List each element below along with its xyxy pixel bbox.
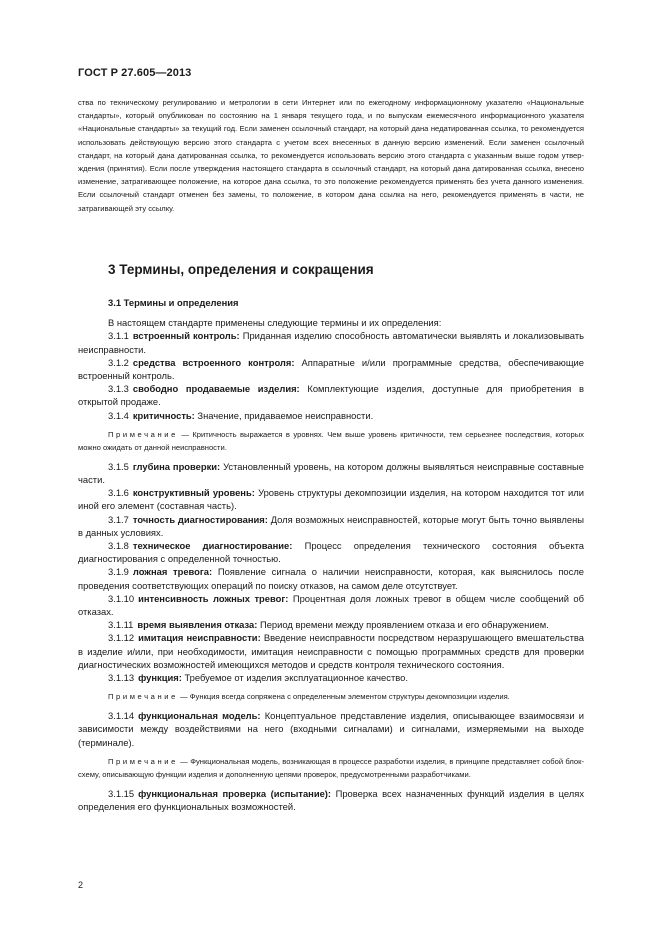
term-entry: 3.1.11 время выявления отказа: Период времени между проявлением отказа и его обнаружением. bbox=[108, 619, 549, 631]
term-entry: 3.1.7 точность диагностирования: Доля возможных неисправностей, которые могут быть точно выявлены в данных условиях. bbox=[78, 513, 584, 538]
term-entry: 3.1.13 функция: Требуемое от изделия эксплуатационное качество. bbox=[108, 672, 408, 684]
note: Примечание — Критичность выражается в уровнях. Чем выше уровень критичности, тем серьезнее последствия, которых можно ожидать от данной неисправности. bbox=[78, 429, 584, 452]
term-entry: 3.1.2 средства встроенного контроля: Аппаратные и/или программные средства, обеспечивающие встроенный контроль. bbox=[78, 356, 584, 382]
subsection-title: 3.1 Термины и определения bbox=[108, 297, 239, 308]
terms-body bbox=[78, 296, 584, 813]
term-entry: 3.1.9 ложная тревога: Появление сигнала о наличии неисправности, которая, как выяснилось после проведения соответствующих операций по поиску отказов, на самом деле отсутствует. bbox=[78, 566, 585, 591]
note: Примечание — Функция всегда сопряжена с определенным элементом структуры декомпозиции изделия. bbox=[108, 692, 510, 702]
document-header: ГОСТ Р 27.605—2013 bbox=[78, 67, 192, 79]
term-entry: 3.1.12 имитация неисправности: Введение неисправности посредством неразрушающего вмешательства в изделие и/или, при необходимости, имитация неисправности с помощью программных средств для проверки диагностических возможностей имеющихся методов и средств контроля технического состояния. bbox=[78, 632, 584, 670]
term-entry: 3.1.3 свободно продаваемые изделия: Комплектующие изделия, доступные для приобретения в открытой продаже. bbox=[78, 383, 585, 408]
term-entry: 3.1.14 функциональная модель: Концептуальное представление изделия, описывающее взаимосвязи и зависимости между воздействиями на него (входными сигналами) и сигналами, измеряемыми на выходе (терминале). bbox=[78, 710, 585, 748]
term-entry: 3.1.5 глубина проверки: Установленный уровень, на котором должны выявляться неисправные составные части. bbox=[78, 460, 584, 486]
term-entry: 3.1.10 интенсивность ложных тревог: Процентная доля ложных тревог в общем числе сообщений об отказах. bbox=[78, 592, 584, 618]
term-entry: 3.1.1 встроенный контроль: Приданная изделию способность автоматически выявлять и локализовывать неисправности. bbox=[78, 330, 584, 355]
term-entry: 3.1.8 техническое диагностирование: Процесс определения технического состояния объекта диагностирования с определенной точностью. bbox=[78, 540, 584, 565]
term-entry: 3.1.4 критичность: Значение, придаваемое неисправности. bbox=[108, 409, 374, 421]
term-entry: 3.1.15 функциональная проверка (испытание): Проверка всех назначенных функций изделия в целях определения его функциональных возможностей. bbox=[78, 787, 585, 813]
term-entry: 3.1.6 конструктивный уровень: Уровень структуры декомпозиции изделия, на котором находится тот или иной его элемент (составная часть). bbox=[78, 487, 584, 512]
note: Примечание — Функциональная модель, возникающая в процессе разработки изделия, в принципе представляет собой блок-схему, описывающую функции изделия и дополненную цепями проверок, предусмотренными разработчиками. bbox=[78, 756, 584, 779]
lead-text: В настоящем стандарте применены следующие термины и их определения: bbox=[108, 317, 442, 329]
page-number: 2 bbox=[78, 880, 84, 890]
intro-paragraph: ства по техническому регулированию и метрологии в сети Интернет или по ежегодному информационному указателю «Национальные стандарты», который опубликован по состоянию на 1 января текущего года, и по выпускам ежемесячного информационного указателя «Национальные стандарты» за текущий год. Если заменен ссылочный стандарт, на который дана недатированная ссылка, то рекомендуется использовать действующую версию этого стандарта с учетом всех внесенных в данную версию изменений. Если заменен ссылочный стандарт, на который дана датированная ссылка, то рекомендуется использовать версию этого стандарта с указанным выше годом утверждения (принятия). Если после утверждения настоящего стандарта в ссылочный стандарт, на который дана датированная ссылка, внесено изменение, затрагивающее положение, на которое дана ссылка, то это положение рекомендуется применять без учета данного изменения. Если ссылочный стандарт отменен без замены, то положение, в котором дана ссылка на него, рекомендуется применять в части, не затрагивающей эту ссылку. bbox=[78, 98, 584, 213]
section-title: 3 Термины, определения и сокращения bbox=[108, 262, 374, 277]
